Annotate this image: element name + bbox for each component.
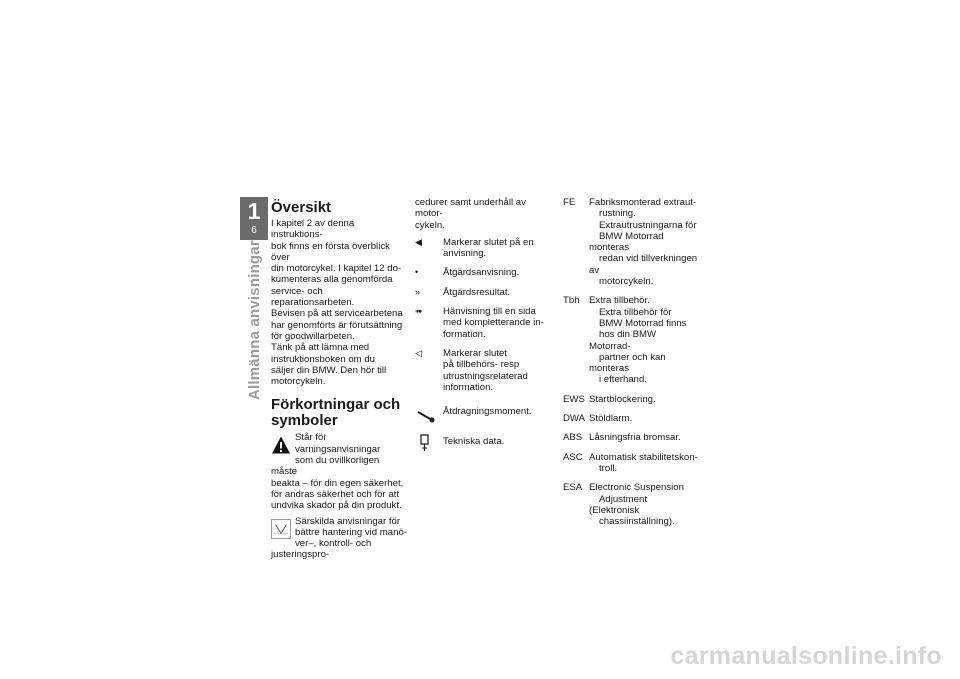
warning-block bbox=[271, 432, 407, 511]
note-block bbox=[271, 516, 407, 561]
result-chevron-icon: » bbox=[415, 286, 421, 297]
symbol-row-result: » Åtgärdsresultat. bbox=[415, 286, 511, 298]
abbr-key: FE bbox=[563, 197, 576, 208]
symbol-row-action: • Åtgärdsanvisning. bbox=[415, 267, 520, 279]
page-number: 6 bbox=[251, 225, 257, 236]
abbr-key: DWA bbox=[563, 413, 586, 425]
abbr-row-tbh bbox=[563, 295, 698, 385]
abbr-value: Fabriksmonterad extraut- rustning. Extrautrustningarna för BMW Motorrad monteras redan vid tillverkningen av motorcykeln. bbox=[589, 197, 698, 288]
bullet-icon: • bbox=[415, 267, 419, 278]
arrow-right-icon: ➠ bbox=[415, 306, 423, 317]
abbr-value: Låsningsfria bromsar. bbox=[589, 432, 681, 444]
abbr-key: ESA bbox=[563, 482, 583, 494]
abbr-value: Automatisk stabilitetskon- troll. bbox=[589, 451, 698, 474]
abbr-row-abs bbox=[563, 432, 698, 443]
abbr-key: ABS bbox=[563, 432, 583, 444]
abbr-key: EWS bbox=[563, 393, 585, 405]
symbol-row-technical-data: Tekniska data. bbox=[415, 431, 553, 453]
side-title: Allmänna anvisningar bbox=[246, 240, 263, 400]
heading-abbreviations: Förkortningar och symboler bbox=[271, 396, 401, 430]
abbr-row-fe bbox=[563, 197, 698, 287]
symbol-row-end-instruction: ◀ Markerar slutet på en anvisning. bbox=[415, 236, 534, 260]
technical-data-icon bbox=[415, 431, 437, 453]
torque-wrench-icon bbox=[415, 403, 437, 425]
note-text: Särskilda anvisningar för bättre hantering vid manö- ver–, kontroll- och justeringspro- bbox=[271, 515, 407, 561]
note-icon bbox=[271, 519, 291, 539]
symbol-row-accessory-end: ◁ Markerar slutet på tillbehörs- resp utrustningsrelaterad information. bbox=[415, 347, 528, 393]
abbr-key: Tbh bbox=[563, 295, 580, 307]
end-marker-icon: ◀ bbox=[415, 236, 422, 247]
symbol-row-page-reference: ➠ Hänvisning till en sida med kompletterande in- formation. bbox=[415, 306, 544, 340]
abbr-row-ews bbox=[563, 394, 698, 405]
abbr-row-asc bbox=[563, 452, 698, 475]
abbr-row-dwa bbox=[563, 413, 698, 424]
heading-overview: Översikt bbox=[271, 199, 332, 216]
abbr-value: Electronic Suspension Adjustment (Elektronisk chassiinställning). bbox=[589, 482, 684, 528]
abbr-value: Startblockering. bbox=[589, 393, 656, 405]
column-1 bbox=[271, 200, 407, 561]
abbr-value: Extra tillbehör. Extra tillbehör för BMW Motorrad finns hos din BMW Motorrad- partner och kan monteras i efterhand. bbox=[589, 295, 687, 386]
chapter-tab bbox=[240, 197, 268, 240]
symbol-row-torque: Åtdragningsmoment. bbox=[415, 403, 553, 425]
warning-triangle-icon bbox=[271, 435, 291, 455]
column-3 bbox=[563, 197, 698, 535]
abbr-key: ASC bbox=[563, 451, 583, 463]
abbr-value: Stöldlarm. bbox=[589, 413, 633, 425]
overview-text: I kapitel 2 av denna instruktions- bok finns en första överblick över din motorcykel. I kapitel 12 do- kumenteras alla genomförda service- och reparationsarbeten. Bevisen på att servicearbetena har genomförts är förutsättning för goodwillarbeten. Tänk på att lämna med instruktionsboken om du säljer din BMW. Den hör till motorcykeln. bbox=[271, 218, 403, 388]
chapter-number: 1 bbox=[247, 198, 261, 224]
watermark: carmanualsonline.info bbox=[670, 642, 942, 670]
accessory-end-icon: ◁ bbox=[415, 347, 422, 358]
column-2 bbox=[415, 197, 553, 453]
continued-text: cedurer samt underhåll av motor- cykeln. bbox=[415, 197, 526, 231]
abbr-row-esa bbox=[563, 482, 698, 527]
warning-text: Står för varningsanvisningar som du ovillkorligen måste beakta – för din egen säkerhet, för andras säkerhet och för att undvika skador på din produkt. bbox=[271, 432, 404, 512]
